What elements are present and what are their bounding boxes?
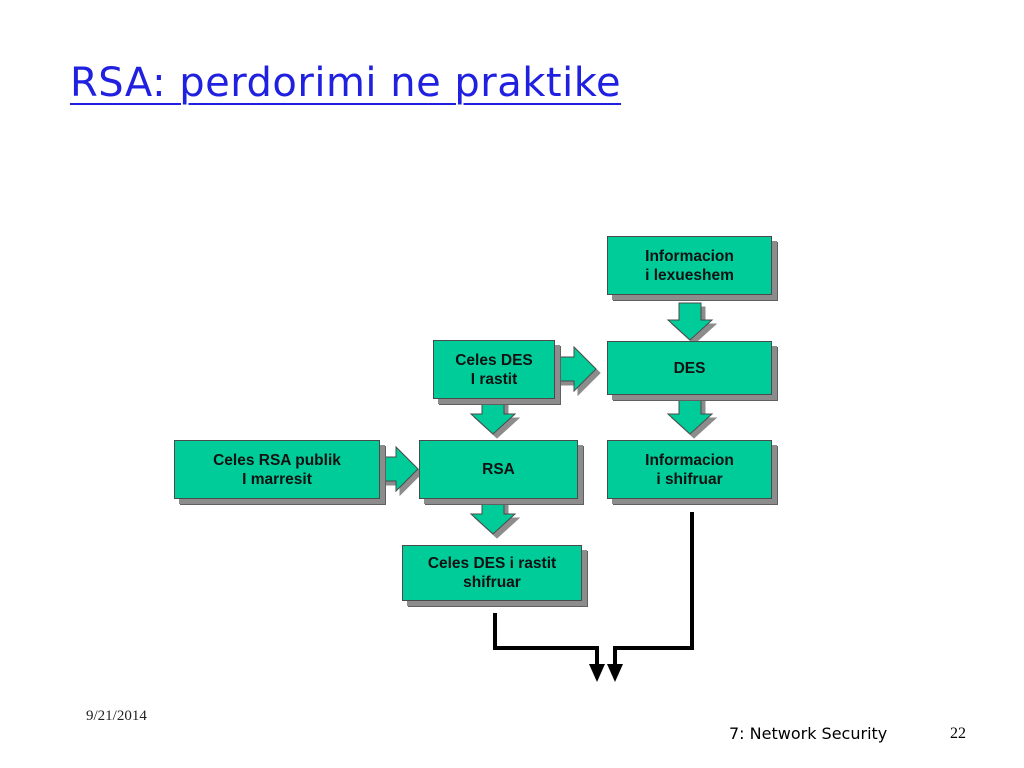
connector-enckey-output (495, 613, 597, 668)
box-info-ciphertext-label: Informacion i shifruar (645, 451, 734, 488)
output-arrowhead-right (607, 664, 623, 682)
box-rsa-label: RSA (482, 461, 515, 478)
arrow-deskey-to-des (554, 347, 596, 391)
output-arrowhead-left (589, 664, 605, 682)
arrow-deskey-to-rsa (471, 397, 515, 434)
box-info-ciphertext (607, 440, 772, 499)
box-info-plaintext-label: Informacion i lexueshem (645, 247, 734, 284)
box-rsa-public-key (174, 440, 380, 499)
box-encrypted-des-key-label: Celes DES i rastit shifruar (427, 555, 557, 591)
box-rsa (419, 440, 578, 499)
footer-date: 9/21/2014 (86, 708, 147, 724)
footer-label: 7: Network Security (729, 724, 888, 743)
slide-title: RSA: perdorimi ne praktike (70, 60, 622, 106)
box-info-plaintext (607, 236, 772, 295)
arrow-rsa-to-enckey (471, 497, 515, 534)
box-des-label: DES (673, 359, 706, 377)
box-des-random-key (433, 340, 555, 399)
arrow-pubkey-to-rsa (379, 447, 418, 491)
connector-cipher-output (615, 512, 692, 668)
box-des (607, 341, 772, 395)
arrow-plain-to-des (668, 303, 712, 340)
box-des-random-key-label: Celes DES I rastit (455, 351, 533, 388)
arrow-des-to-cipher (668, 397, 712, 434)
box-encrypted-des-key (402, 545, 582, 601)
footer-page-number: 22 (950, 725, 966, 742)
box-rsa-public-key-label: Celes RSA publik I marresit (213, 451, 341, 488)
